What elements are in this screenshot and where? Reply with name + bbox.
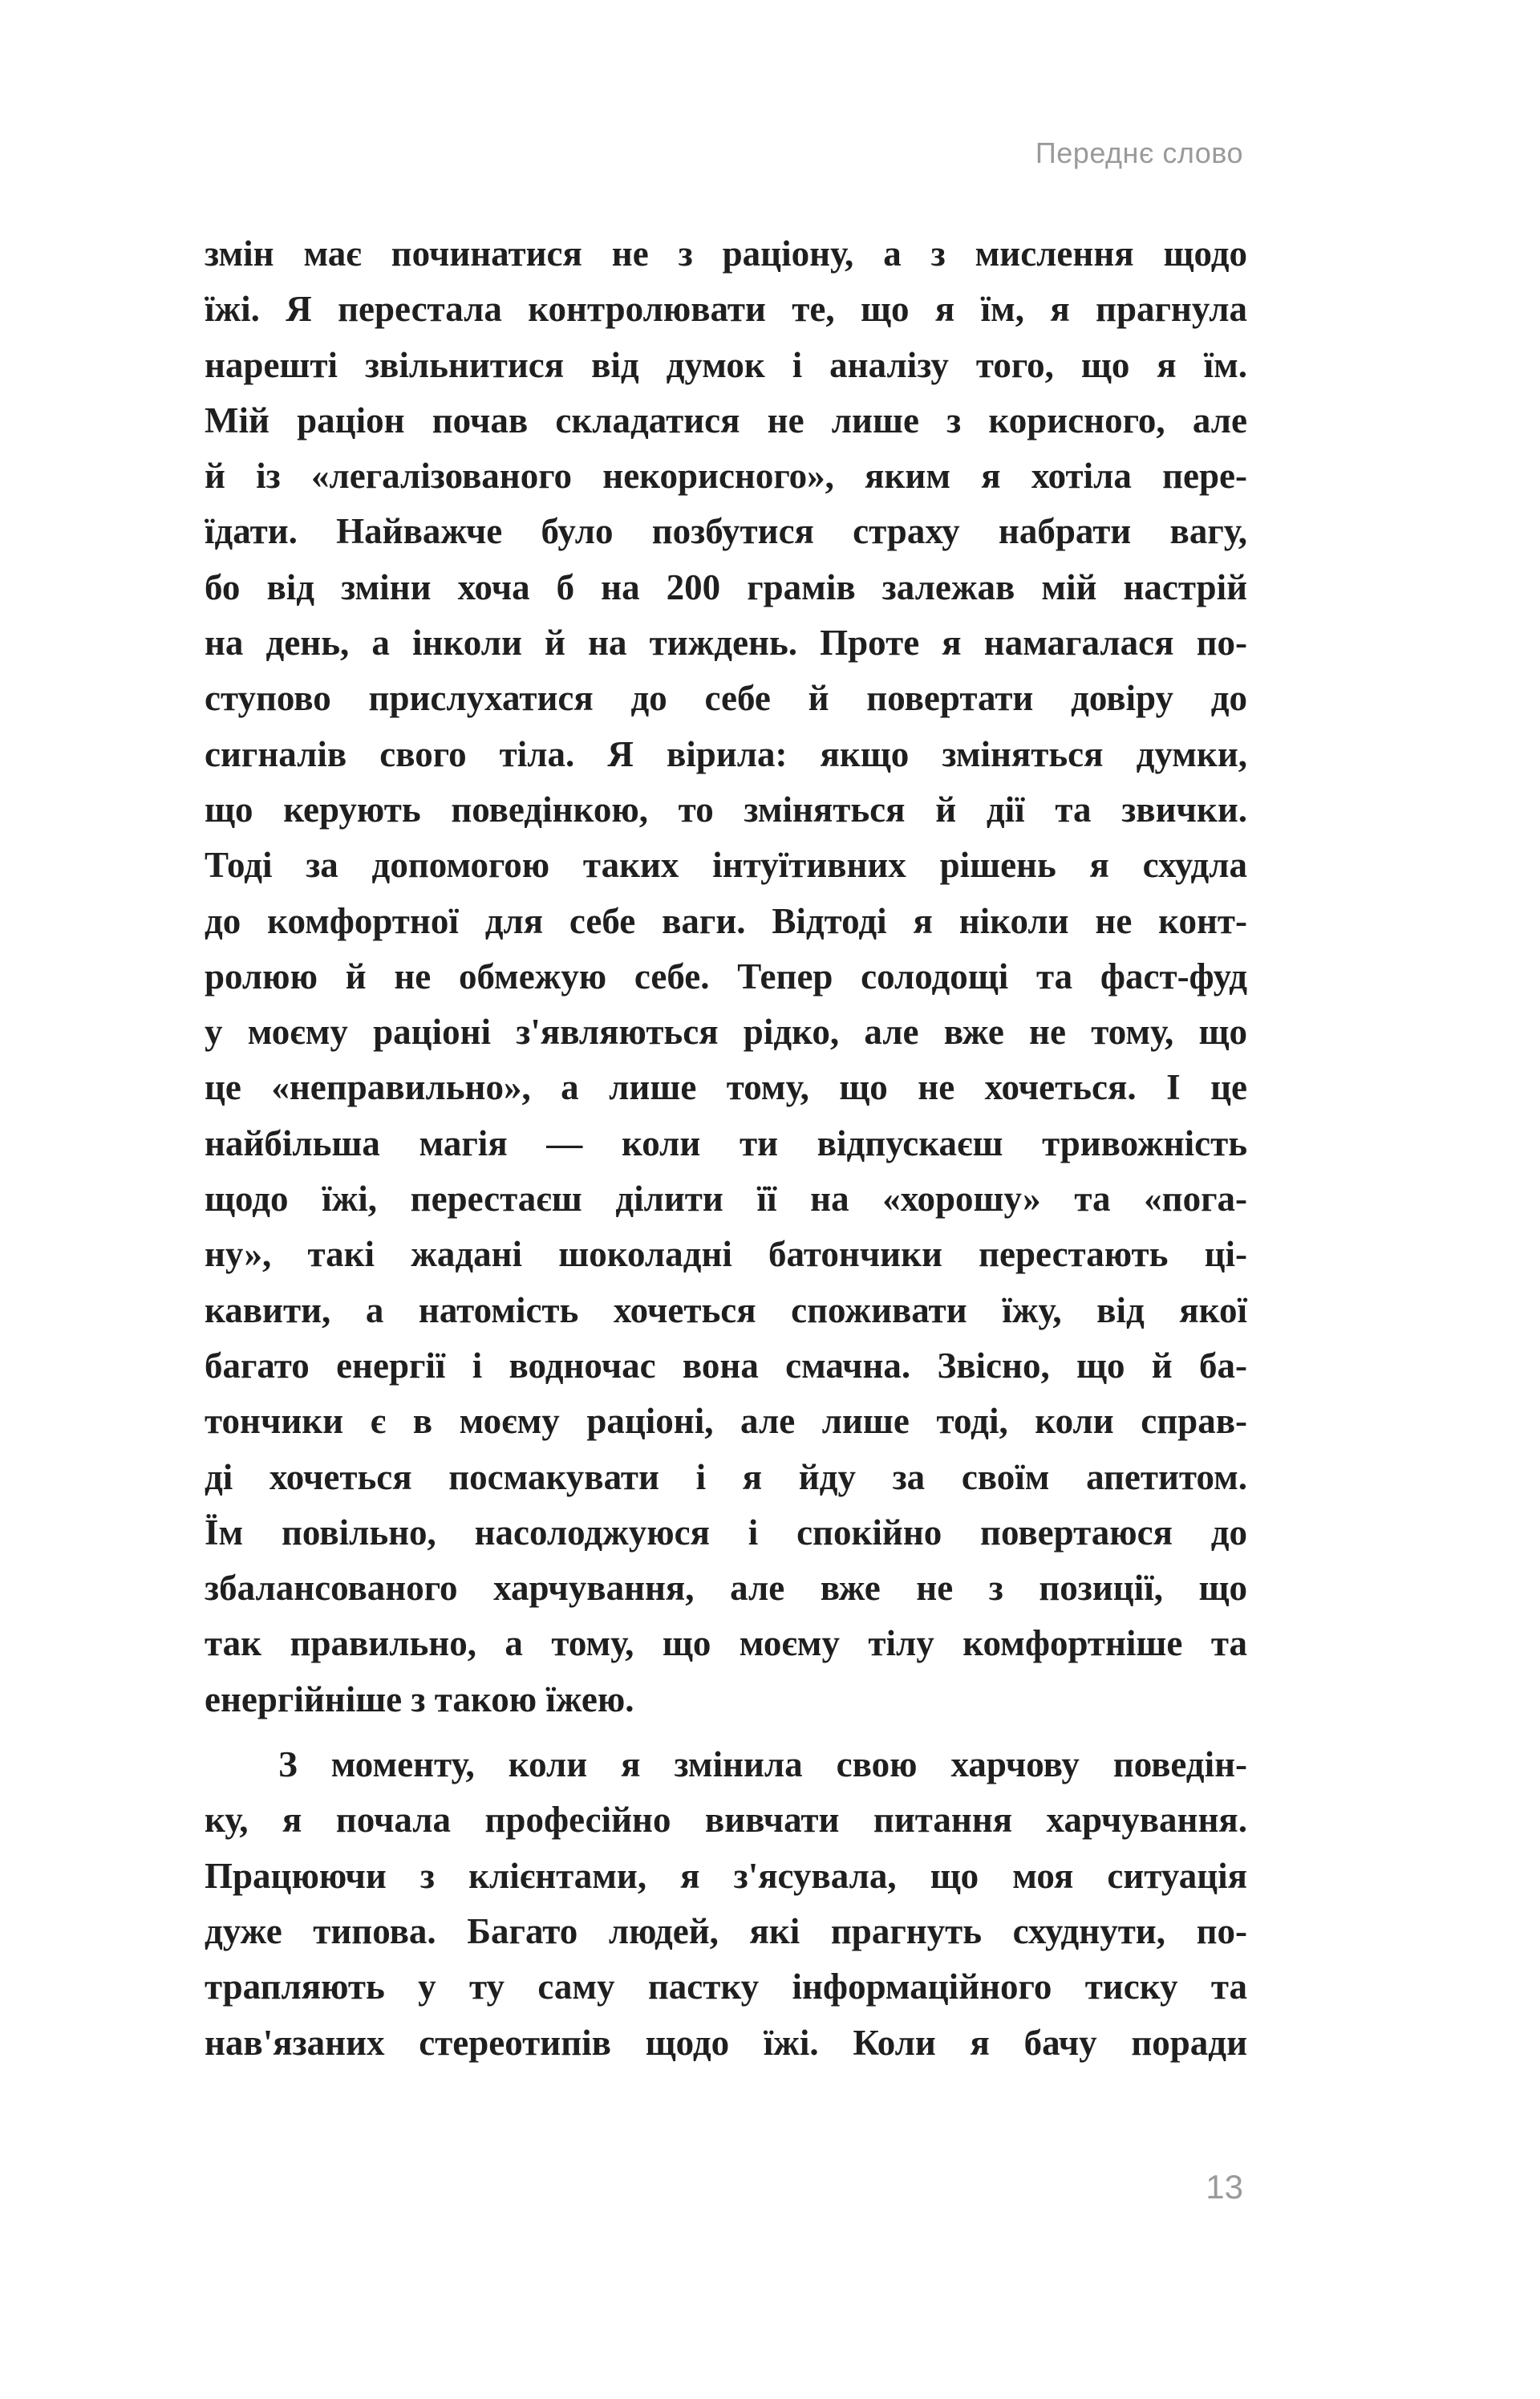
text-line: кавити, а натомість хочеться споживати їжу, від якої [205, 1289, 1247, 1330]
text-line: Мій раціон почав складатися не лише з корисного, але [205, 400, 1247, 440]
text-line: змін має починатися не з раціону, а з мислення щодо [205, 233, 1247, 274]
text-line: до комфортної для себе ваги. Відтоді я ніколи не конт- [205, 900, 1247, 941]
paragraph-2 [205, 1737, 1247, 2071]
text-line: ну», такі жадані шоколадні батончики перестають ці- [205, 1234, 1247, 1275]
text-line: З моменту, коли я змінила свою харчову поведін- [278, 1744, 1247, 1785]
text-line: Їм повільно, насолоджуюся і спокійно повертаюся до [205, 1512, 1247, 1553]
running-header: Переднє слово [1035, 136, 1243, 169]
text-line: Працюючи з клієнтами, я з'ясувала, що моя ситуація [205, 1855, 1247, 1896]
text-line: це «неправильно», а лише тому, що не хочеться. І це [205, 1067, 1247, 1108]
text-line: так правильно, а тому, що моєму тілу комфортніше та [205, 1623, 1247, 1664]
text-line: тончики є в моєму раціоні, але лише тоді, коли справ- [205, 1401, 1247, 1442]
paragraph-1 [205, 226, 1247, 1727]
text-line: трапляють у ту саму пастку інформаційного тиску та [205, 1967, 1247, 2007]
text-line: збалансованого харчування, але вже не з позиції, що [205, 1568, 1247, 1609]
text-line: найбільша магія — коли ти відпускаєш тривожність [205, 1122, 1247, 1163]
text-line: нарешті звільнитися від думок і аналізу того, що я їм. [205, 344, 1247, 385]
paragraph-spacer [205, 1727, 1247, 1737]
text-line: ді хочеться посмакувати і я йду за своїм апетитом. [205, 1456, 1247, 1497]
text-line: енергійніше з такою їжею. [205, 1678, 634, 1719]
page-number: 13 [1206, 2168, 1243, 2206]
text-line: їдати. Найважче було позбутися страху набрати вагу, [205, 511, 1247, 552]
text-line: Тоді за допомогою таких інтуїтивних рішень я схудла [205, 845, 1247, 886]
text-line: на день, а інколи й на тиждень. Проте я намагалася по- [205, 623, 1247, 664]
text-line: бо від зміни хоча б на 200 грамів залежав мій настрій [205, 566, 1247, 607]
text-line: ступово прислухатися до себе й повертати довіру до [205, 678, 1247, 719]
text-line: щодо їжі, перестаєш ділити її на «хорошу» та «пога- [205, 1179, 1247, 1220]
body-text [205, 226, 1247, 2071]
text-line: ролюю й не обмежую себе. Тепер солодощі та фаст-фуд [205, 956, 1247, 997]
text-line: й із «легалізованого некорисного», яким я хотіла пере- [205, 456, 1247, 497]
text-line: сигналів свого тіла. Я вірила: якщо зміняться думки, [205, 733, 1247, 774]
text-line: їжі. Я перестала контролювати те, що я їм, я прагнула [205, 289, 1247, 330]
text-line: дуже типова. Багато людей, які прагнуть схуднути, по- [205, 1910, 1247, 1951]
text-line: у моєму раціоні з'являються рідко, але вже не тому, що [205, 1012, 1247, 1053]
text-line: багато енергії і водночас вона смачна. Звісно, що й ба- [205, 1345, 1247, 1386]
text-line: ку, я почала професійно вивчати питання харчування. [205, 1800, 1247, 1841]
text-line: нав'язаних стереотипів щодо їжі. Коли я бачу поради [205, 2022, 1247, 2063]
text-line: що керують поведінкою, то зміняться й дії та звички. [205, 789, 1247, 830]
